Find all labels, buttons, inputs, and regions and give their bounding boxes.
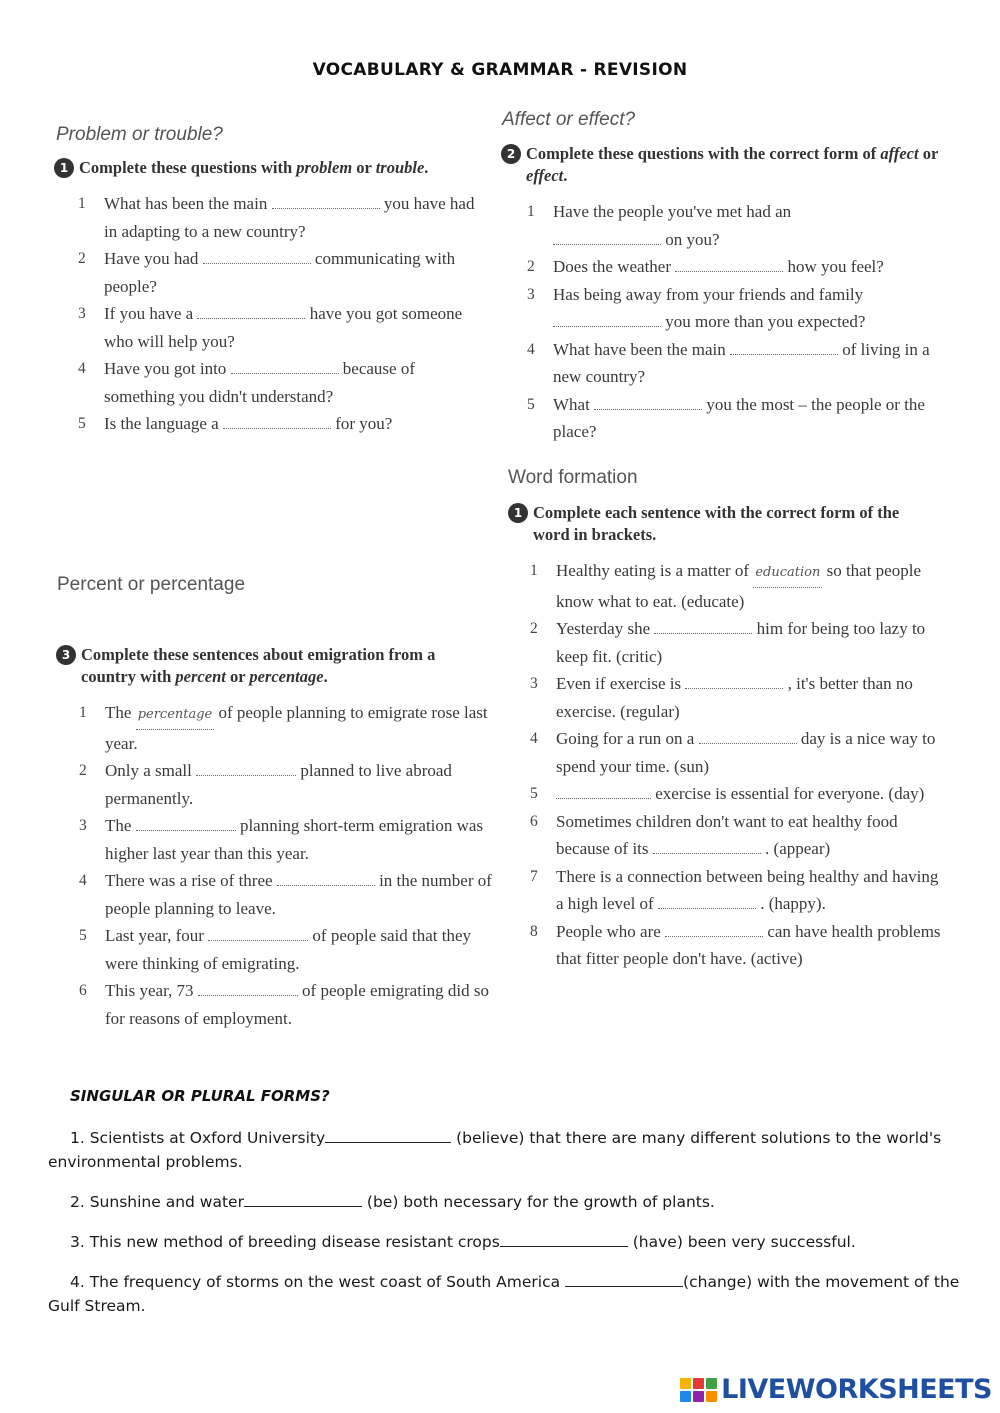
answer-blank[interactable] <box>665 922 763 937</box>
logo-square <box>693 1378 704 1389</box>
answer-blank[interactable] <box>556 784 651 799</box>
answer-blank[interactable] <box>654 619 752 634</box>
answer-blank[interactable] <box>653 839 761 854</box>
logo-icon <box>680 1378 717 1402</box>
answer-blank[interactable] <box>223 414 331 429</box>
section-heading-word-formation: Word formation <box>508 467 638 488</box>
answer-blank[interactable] <box>325 1126 451 1143</box>
exercise-number-badge: 1 <box>508 503 528 523</box>
section-heading-problem: Problem or trouble? <box>56 124 223 145</box>
list-item: 3 If you have a have you got someone who will help you? <box>78 304 463 351</box>
exercise-list-percent <box>79 699 494 1032</box>
answer-blank[interactable] <box>244 1190 362 1207</box>
list-item: 1 Have the people you've met had an on you? <box>527 202 792 249</box>
list-item: 3 Has being away from your friends and family you more than you expected? <box>527 284 866 331</box>
list-item: 5 exercise is essential for everyone. (day) <box>530 784 925 803</box>
list-item: 4 There was a rise of three in the number of people planning to leave. <box>79 871 492 918</box>
instruction-affect: 2 Complete these questions with the correct form of affect or effect. <box>501 143 941 187</box>
sentence-item: 4. The frequency of storms on the west coast of South America (change) with the movement of the Gulf Stream. <box>48 1270 963 1318</box>
sentence-item: 1. Scientists at Oxford University (believe) that there are many different solutions to the world's environmental problems. <box>48 1126 963 1174</box>
instruction-percent: 3 Complete these sentences about emigration from a country with percent or percentage. <box>56 644 486 688</box>
logo-text: LIVEWORKSHEETS <box>721 1374 992 1405</box>
section-heading-percent: Percent or percentage <box>57 574 246 595</box>
liveworksheets-logo <box>680 1374 992 1405</box>
handwritten-answer[interactable]: education <box>753 559 822 588</box>
list-item: 1 What has been the main you have had in adapting to a new country? <box>78 194 475 241</box>
exercise-number-badge: 3 <box>56 645 76 665</box>
answer-blank[interactable] <box>594 395 702 410</box>
instruction-word-formation: 1 Complete each sentence with the correct form of the word in brackets. <box>508 502 938 546</box>
answer-blank[interactable] <box>658 894 756 909</box>
answer-blank[interactable] <box>136 816 236 831</box>
list-item: 4 What have been the main of living in a new country? <box>527 339 930 386</box>
list-item: 5 What you the most – the people or the place? <box>527 394 925 441</box>
list-item: 8 People who are can have health problems that fitter people don't have. (active) <box>530 921 941 968</box>
answer-blank[interactable] <box>272 194 380 209</box>
logo-square <box>706 1391 717 1402</box>
list-item: 4 Have you got into because of something you didn't understand? <box>78 359 416 406</box>
answer-blank[interactable] <box>198 981 298 996</box>
sentence-item: 2. Sunshine and water (be) both necessary for the growth of plants. <box>48 1190 963 1214</box>
logo-square <box>680 1378 691 1389</box>
list-item: 2 Does the weather how you feel? <box>527 257 884 276</box>
answer-blank[interactable] <box>208 926 308 941</box>
list-item: 5 Is the language a for you? <box>78 414 393 433</box>
answer-blank[interactable] <box>553 312 661 327</box>
list-item: 1 The percentage of people planning to emigrate rose last year. <box>79 703 488 753</box>
list-item: 2 Have you had communicating with people? <box>78 249 456 296</box>
list-item: 5 Last year, four of people said that they were thinking of emigrating. <box>79 926 472 973</box>
list-item: 2 Yesterday she him for being too lazy to keep fit. (critic) <box>530 619 926 666</box>
list-item: 7 There is a connection between being healthy and having a high level of . (happy). <box>530 866 939 913</box>
exercise-list-word-formation <box>530 557 945 973</box>
answer-blank[interactable] <box>699 729 797 744</box>
answer-blank[interactable] <box>500 1230 628 1247</box>
sentence-item: 3. This new method of breeding disease resistant crops (have) been very successful. <box>48 1230 963 1254</box>
list-item: 3 Even if exercise is , it's better than no exercise. (regular) <box>530 674 913 721</box>
handwritten-answer[interactable]: percentage <box>136 701 215 730</box>
exercise-list-problem <box>78 190 488 438</box>
section-heading-affect: Affect or effect? <box>502 109 636 130</box>
logo-square <box>680 1391 691 1402</box>
list-item: 1 Healthy eating is a matter of education so that people know what to eat. (educate) <box>530 561 921 611</box>
answer-blank[interactable] <box>197 304 305 319</box>
answer-blank[interactable] <box>685 674 783 689</box>
logo-square <box>693 1391 704 1402</box>
answer-blank[interactable] <box>553 230 661 245</box>
answer-blank[interactable] <box>196 761 296 776</box>
instruction-problem: 1 Complete these questions with problem or trouble. <box>54 157 494 179</box>
page-title: VOCABULARY & GRAMMAR - REVISION <box>312 60 688 80</box>
answer-blank[interactable] <box>565 1270 683 1287</box>
answer-blank[interactable] <box>231 359 339 374</box>
answer-blank[interactable] <box>730 340 838 355</box>
list-item: 2 Only a small planned to live abroad permanently. <box>79 761 452 808</box>
logo-square <box>706 1378 717 1389</box>
answer-blank[interactable] <box>203 249 311 264</box>
exercise-number-badge: 2 <box>501 144 521 164</box>
section-heading-singular-plural: SINGULAR OR PLURAL FORMS? <box>70 1087 330 1105</box>
list-item: 6 This year, 73 of people emigrating did so for reasons of employment. <box>79 981 490 1028</box>
list-item: 3 The planning short-term emigration was higher last year than this year. <box>79 816 484 863</box>
list-item: 4 Going for a run on a day is a nice way to spend your time. (sun) <box>530 729 936 776</box>
exercise-list-affect <box>527 198 942 446</box>
exercise-number-badge: 1 <box>54 158 74 178</box>
list-item: 6 Sometimes children don't want to eat healthy food because of its . (appear) <box>530 811 898 858</box>
answer-blank[interactable] <box>277 871 375 886</box>
answer-blank[interactable] <box>675 257 783 272</box>
